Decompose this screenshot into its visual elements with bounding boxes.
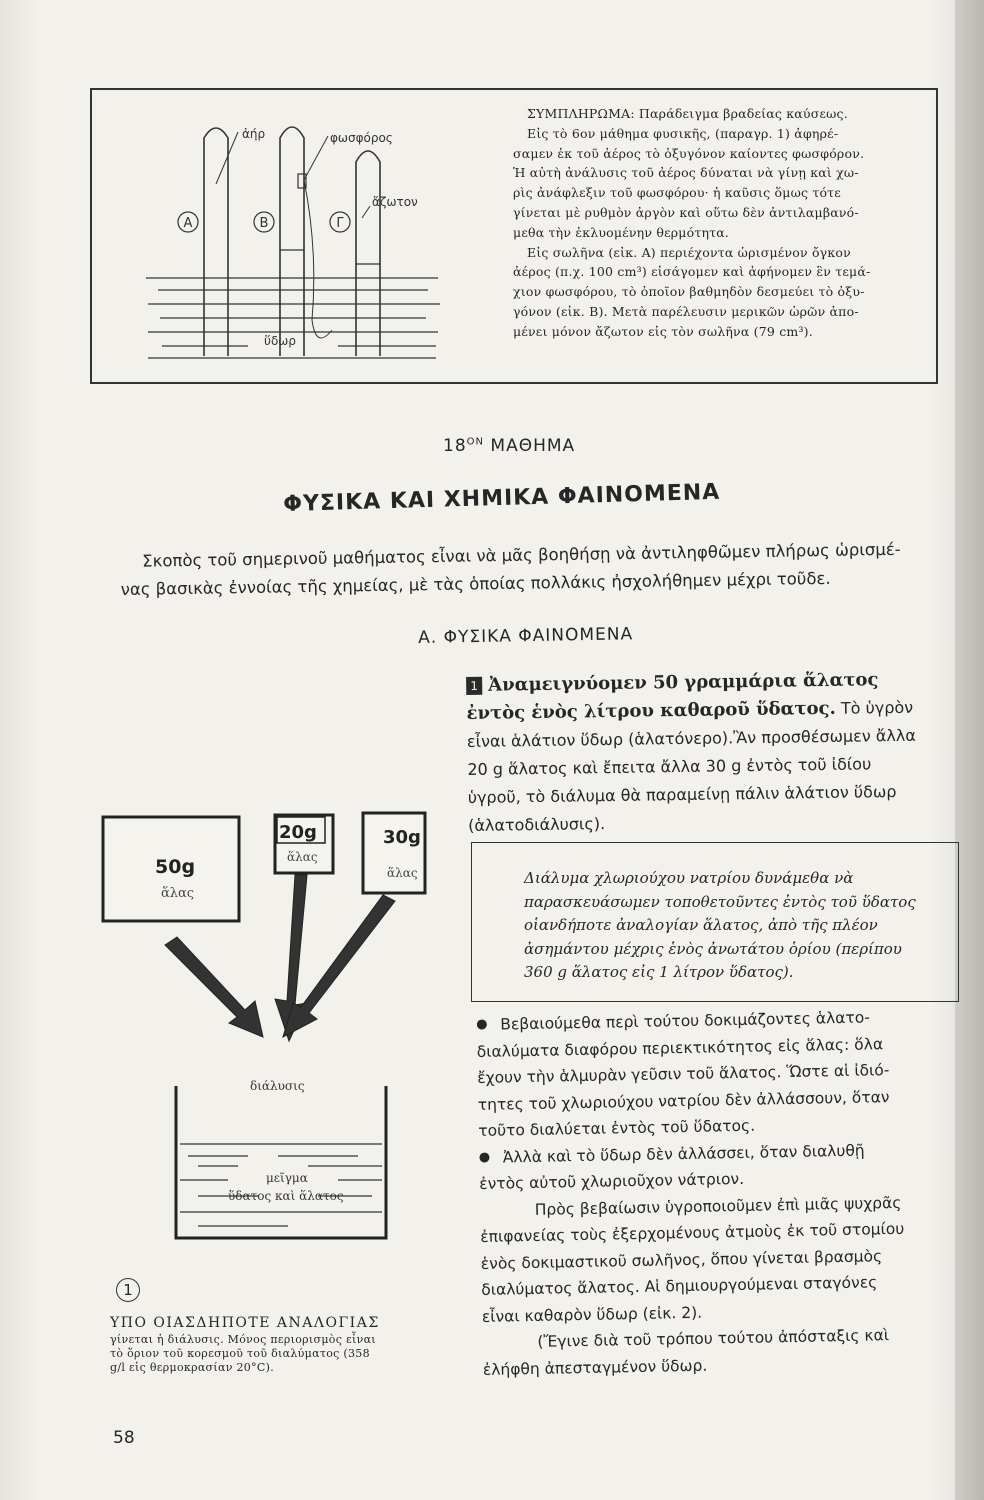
salt-box-50g-amount: 50g xyxy=(155,856,196,878)
salt-box-20g-label: ἅλας xyxy=(287,850,318,864)
note-line: ἀσημάντου μέχρις ἑνὸς ἀνωτάτου ὁρίου (περίπου xyxy=(524,939,902,958)
paragraph-line: ἐπιφανείας τοὺς ἐξερχομένους ἀτμοὺς ἐκ τοῦ στομίου xyxy=(480,1219,905,1246)
paragraph-1-line: Τὸ ὑγρὸν xyxy=(835,697,914,718)
paragraph-1-line: 20 g ἅλατος καὶ ἔπειτα ἄλλα 30 g ἐντὸς τοῦ ἰδίου xyxy=(467,754,872,779)
salt-box-20g-amount: 20g xyxy=(279,822,317,843)
bullet-line: διαλύματα διαφόρου περιεκτικότητος εἰς ἅλας: ὅλα xyxy=(476,1034,884,1061)
air-label: ἀήρ xyxy=(242,127,266,141)
page-number: 58 xyxy=(113,1428,135,1448)
salt-box-30g-label: ἅλας xyxy=(387,866,418,880)
bullet-line: ἔχουν τὴν ἁλμυρὰν γεῦσιν τοῦ ἅλατος. Ὥστε αἱ ἰδιό- xyxy=(477,1061,890,1087)
lesson-number-value: 18 xyxy=(443,436,467,456)
note-line: Διάλυμα χλωριούχου νατρίου δυνάμεθα νὰ xyxy=(524,869,854,887)
tube-g-label: Γ xyxy=(336,216,344,231)
beaker-figure xyxy=(158,1060,408,1250)
paragraph-line: (Ἔγινε διὰ τοῦ τρόπου τούτου ἀπόσταξις καὶ xyxy=(537,1326,890,1351)
bullet-section xyxy=(476,1002,983,1383)
note-line: 360 g ἅλατος εἰς 1 λίτρον ὕδατος). xyxy=(524,963,794,981)
mixture-label: μεῖγμα xyxy=(266,1171,308,1185)
paragraph-1-line: εἶναι ἁλάτιον ὕδωρ (ἁλατόνερο).Ἂν προσθέσωμεν ἄλλα xyxy=(466,725,916,751)
tube-a-label: Α xyxy=(183,216,193,231)
nitrogen-label: ἄζωτον xyxy=(372,195,418,209)
salt-box-50g-label: ἅλας xyxy=(161,886,195,901)
phosphorus-label: φωσφόρος xyxy=(330,131,393,145)
complement-line: μεθα τὴν ἐκλυομένην θερμότητα. xyxy=(513,224,730,240)
paragraph-1 xyxy=(466,665,968,840)
figure-number: 1 xyxy=(116,1278,140,1302)
purpose-line: νας βασικὰς ἐννοίας τῆς χημείας, μὲ τὰς ὁποίας πολλάκις ἠσχολήθημεν μέχρι τοῦδε. xyxy=(120,568,831,599)
page-title: ΦΥΣΙΚΑ ΚΑΙ ΧΗΜΙΚΑ ΦΑΙΝΟΜΕΝΑ xyxy=(283,479,721,517)
complement-line: μένει μόνον ἄζωτον εἰς τὸν σωλῆνα (79 cm³). xyxy=(513,323,813,339)
lesson-number-suffix: ΟΝ xyxy=(466,436,484,448)
paragraph-1-bold: ἐντὸς ἑνὸς λίτρου καθαροῦ ὕδατος. xyxy=(466,697,836,724)
complement-line: χιον φωσφόρου, τὸ ὁποῖον βαθμηδὸν δεσμεύει τὸ ὀξυ- xyxy=(513,284,865,300)
caption-line: g/l εἰς θερμοκρασίαν 20°C). xyxy=(110,1361,274,1374)
figure-caption xyxy=(110,1316,460,1375)
complement-line: Εἰς τὸ 6ον μάθημα φυσικῆς, (παραγρ. 1) ἀφηρέ- xyxy=(527,125,839,141)
paragraph-1-bold: Ἀναμειγνύομεν 50 γραμμάρια ἅλατος xyxy=(488,669,879,696)
complement-line: ρὶς ἀνάφλεξιν τοῦ φωσφόρου· ἡ καῦσις ὅμως τότε xyxy=(513,185,841,201)
lesson-number xyxy=(443,436,575,456)
complement-line: ἀέρος (π.χ. 100 cm³) εἰσάγομεν καὶ ἀφήνομεν ἓν τεμά- xyxy=(513,264,871,280)
water-salt-label: ὕδατος καὶ ἅλατος xyxy=(228,1189,344,1203)
note-line: οἱανδήποτε ἀναλογίαν ἅλατος, ἀπὸ τῆς πλέον xyxy=(524,916,878,934)
paragraph-1-line: ὑγροῦ, τὸ διάλυμα θὰ παραμείνῃ πάλιν ἁλάτιον ὕδωρ xyxy=(467,782,897,807)
paragraph-1-text xyxy=(466,665,968,840)
complement-line: γίνεται μὲ ρυθμὸν ἀργὸν καὶ οὕτω δὲν ἀντιλαμβανό- xyxy=(513,204,859,220)
solution-note-box xyxy=(471,842,959,1002)
paragraph-line: διαλύματος ἅλατος. Αἱ δημιουργούμεναι σταγόνες xyxy=(481,1273,878,1299)
complement-heading: ΣΥΜΠΛΗΡΩΜΑ: Παράδειγμα βραδείας καύσεως. xyxy=(527,106,848,121)
bullet-line: τοῦτο διαλύεται ἐντὸς τοῦ ὕδατος. xyxy=(478,1116,756,1140)
paragraph-line: ἐλήφθη ἀπεσταγμένον ὕδωρ. xyxy=(482,1356,708,1379)
note-line: παρασκευάσωμεν τοποθετοῦντες ἐντὸς τοῦ ὕδατος xyxy=(524,892,916,911)
paragraph-number-badge: 1 xyxy=(466,677,482,695)
complement-line: γόνον (εἰκ. Β). Μετὰ παρέλευσιν μερικῶν ὡρῶν ἀπο- xyxy=(513,303,859,319)
bullet-item: ● Βεβαιούμεθα περὶ τούτου δοκιμάζοντες ἁλατο- xyxy=(476,1002,976,1038)
caption-line: γίνεται ἡ διάλυσις. Μόνος περιορισμὸς εἶναι xyxy=(110,1333,376,1346)
caption-line: τὸ ὅριον τοῦ κορεσμοῦ τοῦ διαλύματος (358 xyxy=(110,1347,370,1360)
bullet-line: ἐντὸς αὐτοῦ χλωριοῦχον νάτριον. xyxy=(479,1169,745,1193)
complement-line: Ἡ αὐτὴ ἀνάλυσις τοῦ ἀέρος δύναται νὰ γίνῃ καὶ χω- xyxy=(513,165,859,181)
caption-title: ΥΠΟ ΟΙΑΣΔΗΠΟΤΕ ΑΝΑΛΟΓΙΑΣ xyxy=(110,1315,380,1331)
complement-line: Εἰς σωλῆνα (εἰκ. Α) περιέχοντα ὡρισμένον ὄγκον xyxy=(527,244,851,260)
paragraph-line: εἶναι καθαρὸν ὕδωρ (εἰκ. 2). xyxy=(481,1303,703,1326)
bullet-line: τητες τοῦ χλωριούχου νατρίου δὲν ἀλλάσσουν, ὅταν xyxy=(477,1087,890,1114)
tube-b-label: Β xyxy=(259,216,269,231)
lesson-word: ΜΑΘΗΜΑ xyxy=(484,436,576,456)
solution-label: διάλυσις xyxy=(250,1079,305,1093)
tubes-figure xyxy=(118,110,468,372)
bullet-item: ● Ἀλλὰ καὶ τὸ ὕδωρ δὲν ἀλλάσσει, ὅταν διαλυθῇ xyxy=(479,1135,979,1171)
complement-line: σαμεν ἐκ τοῦ ἀέρος τὸ ὀξυγόνον καίοντες φωσφόρον. xyxy=(513,145,865,161)
paragraph-line: ἑνὸς δοκιμαστικοῦ σωλῆνος, ὅπου γίνεται βρασμὸς xyxy=(480,1246,883,1273)
purpose-line: Σκοπὸς τοῦ σημερινοῦ μαθήματος εἶναι νὰ μᾶς βοηθήσῃ νὰ ἀντιληφθῶμεν πλήρως ὡρισμέ- xyxy=(142,539,901,571)
paragraph-line: Πρὸς βεβαίωσιν ὑγροποιοῦμεν ἐπὶ μιᾶς ψυχρᾶς xyxy=(534,1193,902,1219)
section-heading: Α. ΦΥΣΙΚΑ ΦΑΙΝΟΜΕΝΑ xyxy=(418,624,634,648)
water-label: ὕδωρ xyxy=(264,334,296,348)
salt-box-30g-amount: 30g xyxy=(383,827,421,848)
complement-text xyxy=(513,104,923,342)
paragraph-1-line: (ἁλατοδιάλυσις). xyxy=(468,814,606,835)
